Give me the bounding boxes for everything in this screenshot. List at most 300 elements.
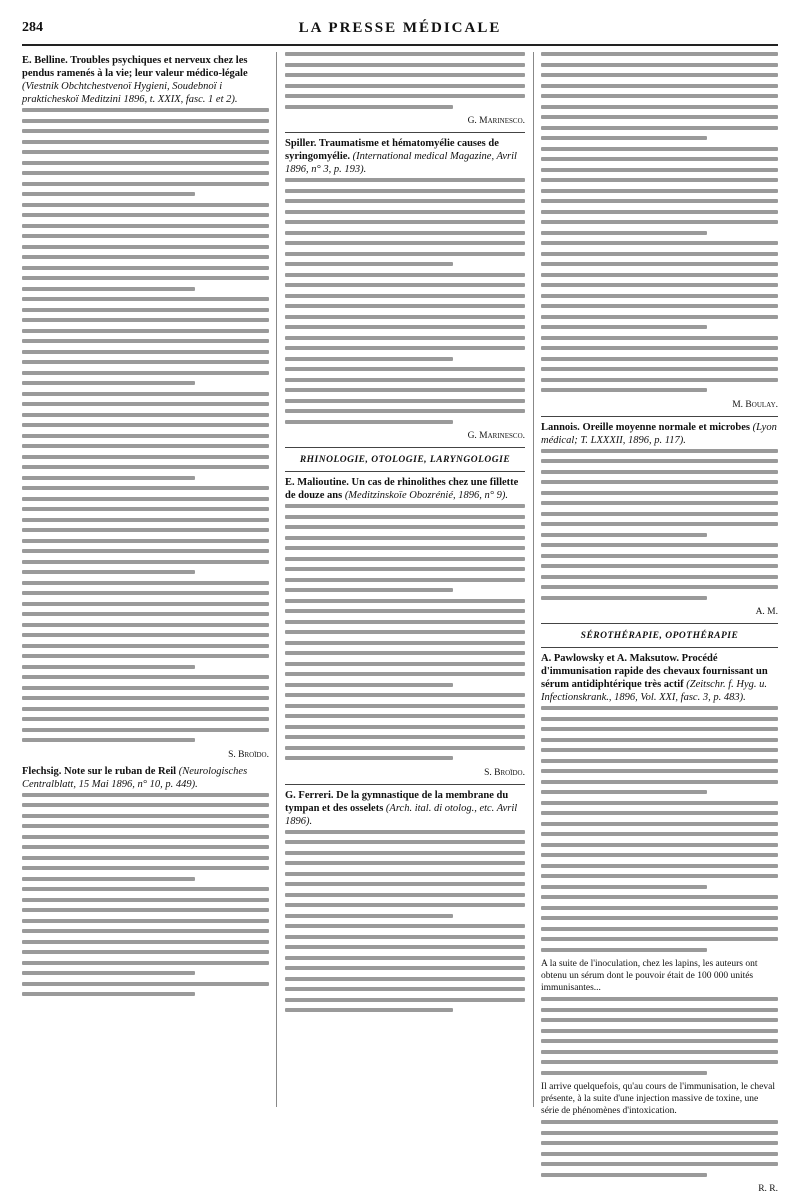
section-separator xyxy=(285,471,525,472)
article-title: Note sur le ruban de Reil xyxy=(64,765,177,777)
article-separator xyxy=(285,784,525,785)
text-line xyxy=(285,714,525,718)
text-line xyxy=(22,381,195,385)
text-line xyxy=(22,119,269,123)
text-line xyxy=(541,105,778,109)
text-line xyxy=(541,522,778,526)
text-line xyxy=(541,1050,778,1054)
text-line xyxy=(285,546,525,550)
text-line xyxy=(22,434,269,438)
text-line xyxy=(541,596,707,600)
text-line xyxy=(22,465,269,469)
text-line xyxy=(22,413,269,417)
text-line xyxy=(285,735,525,739)
text-line xyxy=(541,491,778,495)
text-line xyxy=(22,612,269,616)
text-line xyxy=(22,908,269,912)
article-title: Procédé d'immunisation rapide des chevaux fournissant un sérum antidiphtérique très actif xyxy=(541,653,768,690)
text-line xyxy=(285,924,525,928)
text-line xyxy=(285,588,453,592)
body-phrase: Il arrive quelquefois, qu'au cours de l'immunisation, le cheval présente, à la suite d'une injection massive de toxine, une série de phénomènes d'intoxication. xyxy=(541,1082,775,1116)
text-line xyxy=(541,727,778,731)
text-line xyxy=(22,171,269,175)
text-line xyxy=(285,872,525,876)
text-line xyxy=(22,728,269,732)
text-line xyxy=(22,486,269,490)
text-line xyxy=(541,501,778,505)
text-line xyxy=(22,308,269,312)
text-line xyxy=(541,780,778,784)
text-line xyxy=(285,987,525,991)
text-line xyxy=(285,241,525,245)
text-line xyxy=(285,882,525,886)
text-line xyxy=(285,189,525,193)
section-separator xyxy=(541,647,778,648)
text-line xyxy=(22,539,269,543)
text-line xyxy=(22,738,195,742)
text-line xyxy=(285,515,525,519)
text-line xyxy=(541,136,707,140)
text-line xyxy=(22,444,269,448)
article-author: G. Ferreri. xyxy=(285,789,334,801)
text-line xyxy=(22,339,269,343)
text-line xyxy=(22,856,269,860)
text-line xyxy=(22,476,195,480)
text-line xyxy=(22,360,269,364)
article-body xyxy=(541,706,778,952)
text-line xyxy=(22,686,269,690)
text-line xyxy=(541,832,778,836)
article-title: Oreille moyenne normale et microbes xyxy=(582,421,751,433)
text-line xyxy=(285,84,525,88)
text-line xyxy=(22,971,195,975)
text-line xyxy=(285,105,453,109)
text-line xyxy=(22,161,269,165)
text-line xyxy=(541,1120,778,1124)
article-heading xyxy=(285,789,525,828)
text-line xyxy=(541,822,778,826)
text-line xyxy=(285,252,525,256)
column-divider xyxy=(276,52,277,1107)
text-line xyxy=(541,937,778,941)
text-line xyxy=(22,877,195,881)
text-line xyxy=(541,575,778,579)
text-line xyxy=(541,801,778,805)
text-line xyxy=(541,273,778,277)
text-line xyxy=(285,1008,453,1012)
text-line xyxy=(541,748,778,752)
text-line xyxy=(541,948,707,952)
section-title: RHINOLOGIE, OTOLOGIE, LARYNGOLOGIE xyxy=(299,455,511,465)
text-line xyxy=(285,63,525,67)
text-line xyxy=(541,357,778,361)
text-line xyxy=(285,178,525,182)
body-phrase: A la suite de l'inoculation, chez les lapins, les auteurs ont obtenu un sérum dont le pouvoir était de 100 000 unités immunisantes... xyxy=(541,959,758,993)
text-line xyxy=(22,866,269,870)
text-line xyxy=(541,73,778,77)
text-line xyxy=(541,336,778,340)
text-line xyxy=(541,346,778,350)
text-line xyxy=(22,150,269,154)
text-line xyxy=(22,371,269,375)
text-line xyxy=(541,480,778,484)
text-line xyxy=(285,746,525,750)
header-rule xyxy=(22,44,778,46)
page-number: 284 xyxy=(22,20,43,35)
text-line xyxy=(22,898,269,902)
text-line xyxy=(285,725,525,729)
text-line xyxy=(541,449,778,453)
article-heading xyxy=(541,421,778,447)
running-header xyxy=(22,20,778,40)
text-line xyxy=(541,927,778,931)
text-line xyxy=(541,115,778,119)
text-line xyxy=(541,1039,778,1043)
text-line xyxy=(541,759,778,763)
text-line xyxy=(541,94,778,98)
text-line xyxy=(541,1152,778,1156)
text-line xyxy=(285,861,525,865)
text-line xyxy=(285,651,525,655)
text-line xyxy=(285,956,525,960)
text-line xyxy=(22,665,195,669)
text-line xyxy=(285,704,525,708)
text-line xyxy=(22,224,269,228)
text-line xyxy=(22,950,269,954)
text-line xyxy=(285,998,525,1002)
text-line xyxy=(22,318,269,322)
text-line xyxy=(285,94,525,98)
article-signature: S. Broïdo. xyxy=(484,767,525,778)
text-line xyxy=(22,560,269,564)
text-line xyxy=(285,378,525,382)
article-signature: G. Marinesco. xyxy=(467,116,525,126)
text-line xyxy=(541,1008,778,1012)
article-separator xyxy=(541,416,778,417)
text-line xyxy=(541,564,778,568)
article-body xyxy=(541,1120,778,1177)
text-line xyxy=(541,916,778,920)
article-body xyxy=(541,449,778,600)
text-line xyxy=(541,769,778,773)
text-line xyxy=(541,378,778,382)
text-line xyxy=(541,1018,778,1022)
text-line xyxy=(541,997,778,1001)
text-line xyxy=(285,830,525,834)
text-line xyxy=(285,599,525,603)
text-line xyxy=(22,675,269,679)
text-line xyxy=(285,210,525,214)
text-line xyxy=(285,525,525,529)
article-title: Traumatisme et hématomyélie causes de syringomyélie. xyxy=(285,138,499,162)
column-2 xyxy=(285,52,525,1107)
article-source: (Viestnik Obchtchestvenoï Hygieni, Soudebnoï i prakticheskoï Meditzini 1896, t. XXIX, fasc. 1 et 2). xyxy=(22,81,238,105)
text-line xyxy=(541,168,778,172)
text-line xyxy=(541,895,778,899)
text-line xyxy=(541,1141,778,1145)
text-line xyxy=(541,1173,707,1177)
article-author: A. Pawlowsky et A. Maksutow. xyxy=(541,653,679,664)
text-line xyxy=(541,1071,707,1075)
text-line xyxy=(541,1060,778,1064)
article-source: (Zeitschr. f. Hyg. u. Infectionskrank., 1896, Vol. XXI, fasc. 3, p. 483). xyxy=(541,679,768,703)
text-line xyxy=(285,672,525,676)
text-line xyxy=(541,811,778,815)
text-line xyxy=(541,210,778,214)
journal-title: LA PRESSE MÉDICALE xyxy=(298,20,502,36)
article-title: Un cas de rhinolithes chez une fillette de douze ans xyxy=(285,477,519,501)
text-line xyxy=(285,840,525,844)
text-line xyxy=(541,367,778,371)
text-line xyxy=(541,157,778,161)
text-line xyxy=(285,756,453,760)
text-line xyxy=(285,315,525,319)
article-body xyxy=(22,108,269,742)
text-line xyxy=(22,108,269,112)
text-line xyxy=(22,140,269,144)
article-heading xyxy=(285,137,525,176)
text-line xyxy=(541,178,778,182)
text-line xyxy=(541,126,778,130)
text-line xyxy=(541,1162,778,1166)
column-1 xyxy=(22,52,269,1107)
text-line xyxy=(22,507,269,511)
text-line xyxy=(541,853,778,857)
text-line xyxy=(22,203,269,207)
article-signature: S. Broïdo. xyxy=(228,749,269,760)
article-body xyxy=(285,178,525,424)
text-line xyxy=(22,213,269,217)
text-line xyxy=(22,581,269,585)
text-line xyxy=(22,602,269,606)
text-line xyxy=(541,189,778,193)
text-line xyxy=(22,824,269,828)
text-line xyxy=(22,887,269,891)
text-line xyxy=(285,851,525,855)
text-line xyxy=(541,52,778,56)
text-line xyxy=(541,1131,778,1135)
text-line xyxy=(285,567,525,571)
section-separator xyxy=(285,447,525,448)
text-line xyxy=(285,304,525,308)
article-heading xyxy=(22,765,269,791)
text-line xyxy=(22,835,269,839)
text-line xyxy=(22,707,269,711)
text-line xyxy=(285,420,453,424)
text-line xyxy=(285,641,525,645)
text-line xyxy=(22,329,269,333)
text-line xyxy=(22,570,195,574)
text-line xyxy=(285,73,525,77)
text-line xyxy=(285,893,525,897)
text-line xyxy=(22,845,269,849)
text-line xyxy=(285,903,525,907)
article-author: E. Malioutine. xyxy=(285,477,349,488)
text-line xyxy=(22,528,269,532)
article-signature: M. Boulay. xyxy=(732,399,778,410)
text-line xyxy=(285,294,525,298)
text-line xyxy=(541,220,778,224)
article-heading xyxy=(22,54,269,106)
text-line xyxy=(541,706,778,710)
text-line xyxy=(541,459,778,463)
text-line xyxy=(541,533,707,537)
text-line xyxy=(285,977,525,981)
article-body-continued xyxy=(285,52,525,109)
text-line xyxy=(541,262,778,266)
article-signature: G. Marinesco. xyxy=(467,431,525,441)
text-line xyxy=(22,297,269,301)
text-line xyxy=(541,738,778,742)
text-line xyxy=(541,543,778,547)
text-line xyxy=(541,1029,778,1033)
text-line xyxy=(541,304,778,308)
text-line xyxy=(22,402,269,406)
article-author: E. Belline. xyxy=(22,55,68,66)
article-source: (Neurologisches Centralblatt, 15 Mai 1896, n° 10, p. 449). xyxy=(22,765,248,790)
text-line xyxy=(541,512,778,516)
text-line xyxy=(541,874,778,878)
text-line xyxy=(22,793,269,797)
article-title: Troubles psychiques et nerveux chez les pendus ramenés à la vie; leur valeur médico-légale xyxy=(22,55,248,79)
text-line xyxy=(285,504,525,508)
article-author: Spiller. xyxy=(285,138,317,149)
text-line xyxy=(285,620,525,624)
article-heading xyxy=(285,476,525,502)
section-separator xyxy=(541,623,778,624)
text-line xyxy=(285,409,525,413)
text-line xyxy=(22,961,269,965)
column-3 xyxy=(541,52,778,1194)
text-line xyxy=(285,262,453,266)
text-line xyxy=(285,336,525,340)
article-source: (Meditzinskoïe Obozrénié, 1896, n° 9). xyxy=(344,490,508,501)
text-line xyxy=(22,266,269,270)
text-line xyxy=(22,276,269,280)
text-line xyxy=(285,578,525,582)
text-line xyxy=(285,357,453,361)
text-line xyxy=(541,790,707,794)
column-divider xyxy=(533,52,534,1107)
text-line xyxy=(541,554,778,558)
text-line xyxy=(541,147,778,151)
text-line xyxy=(285,914,453,918)
article-body-continued xyxy=(541,52,778,392)
text-line xyxy=(541,717,778,721)
text-line xyxy=(22,255,269,259)
text-line xyxy=(285,388,525,392)
article-author: Flechsig. xyxy=(22,765,62,777)
text-line xyxy=(22,803,269,807)
text-line xyxy=(541,315,778,319)
text-line xyxy=(22,234,269,238)
text-line xyxy=(285,662,525,666)
text-line xyxy=(541,252,778,256)
text-line xyxy=(285,693,525,697)
text-line xyxy=(22,518,269,522)
text-line xyxy=(541,241,778,245)
article-body xyxy=(285,504,525,760)
text-line xyxy=(285,325,525,329)
text-line xyxy=(285,283,525,287)
text-line xyxy=(22,929,269,933)
text-line xyxy=(22,497,269,501)
text-line xyxy=(541,864,778,868)
text-line xyxy=(22,814,269,818)
article-signature: R. R. xyxy=(758,1184,778,1194)
text-line xyxy=(285,609,525,613)
text-line xyxy=(285,346,525,350)
text-line xyxy=(22,192,195,196)
text-line xyxy=(285,220,525,224)
text-line xyxy=(22,392,269,396)
text-line xyxy=(285,367,525,371)
article-heading xyxy=(541,652,778,704)
text-line xyxy=(541,199,778,203)
text-line xyxy=(22,623,269,627)
text-line xyxy=(22,633,269,637)
text-line xyxy=(285,273,525,277)
text-line xyxy=(541,325,707,329)
section-title: SÉROTHÉRAPIE, OPOTHÉRAPIE xyxy=(580,631,739,641)
article-body xyxy=(541,997,778,1075)
article-title: De la gymnastique de la membrane du tympan et des osselets xyxy=(285,789,509,814)
text-line xyxy=(285,683,453,687)
text-line xyxy=(285,199,525,203)
text-line xyxy=(541,388,707,392)
text-line xyxy=(22,654,269,658)
text-line xyxy=(541,84,778,88)
text-line xyxy=(22,455,269,459)
text-line xyxy=(285,231,525,235)
text-line xyxy=(22,591,269,595)
text-line xyxy=(541,885,707,889)
text-line xyxy=(22,423,269,427)
article-separator xyxy=(285,132,525,133)
text-line xyxy=(285,52,525,56)
text-line xyxy=(22,940,269,944)
text-line xyxy=(285,935,525,939)
article-source: (Lyon médical; T. LXXXII, 1896, p. 117). xyxy=(541,421,777,446)
text-line xyxy=(22,992,195,996)
article-body xyxy=(22,793,269,997)
text-line xyxy=(22,287,195,291)
text-line xyxy=(285,945,525,949)
text-line xyxy=(541,470,778,474)
text-line xyxy=(285,536,525,540)
text-line xyxy=(22,129,269,133)
text-line xyxy=(541,906,778,910)
text-line xyxy=(22,919,269,923)
text-line xyxy=(541,283,778,287)
text-line xyxy=(22,245,269,249)
text-line xyxy=(541,63,778,67)
text-line xyxy=(22,982,269,986)
text-line xyxy=(22,549,269,553)
text-line xyxy=(22,182,269,186)
text-line xyxy=(285,399,525,403)
article-source: (Arch. ital. di otolog., etc. Avril 1896). xyxy=(285,802,518,827)
article-body xyxy=(285,830,525,1013)
article-signature: A. M. xyxy=(755,607,778,617)
text-line xyxy=(22,717,269,721)
text-line xyxy=(541,231,707,235)
text-line xyxy=(285,630,525,634)
text-line xyxy=(285,557,525,561)
text-line xyxy=(285,966,525,970)
text-line xyxy=(22,696,269,700)
text-line xyxy=(22,644,269,648)
